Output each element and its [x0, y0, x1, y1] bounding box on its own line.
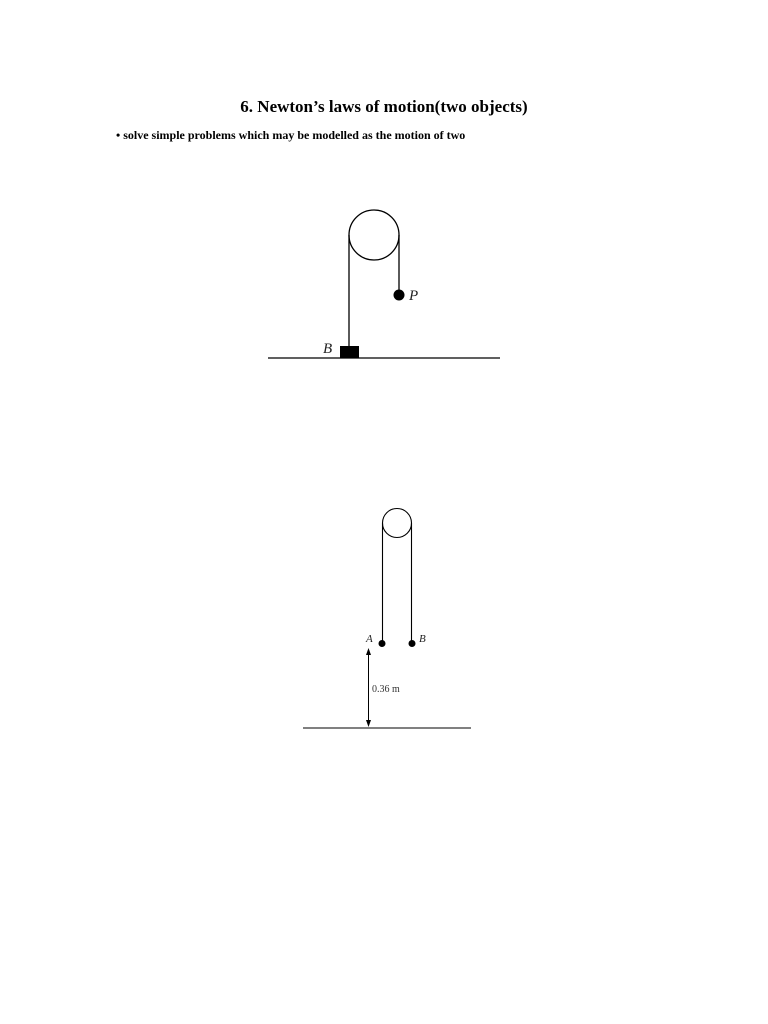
particle-a-label: A: [366, 633, 373, 645]
height-arrow-head-up: [366, 648, 371, 655]
pulley-wheel-2: [383, 509, 412, 538]
particle-a: [379, 640, 386, 647]
particle-b: [409, 640, 416, 647]
particle-b-label: B: [419, 633, 426, 645]
height-label: 0.36 m: [372, 684, 400, 695]
block-b-label: B: [323, 341, 333, 357]
particle-p-label: P: [409, 288, 419, 304]
height-arrow-head-down: [366, 720, 371, 727]
objective-bullet: • solve simple problems which may be modelled as the motion of two: [116, 128, 466, 142]
page-title: 6. Newton’s laws of motion(two objects): [240, 97, 528, 116]
